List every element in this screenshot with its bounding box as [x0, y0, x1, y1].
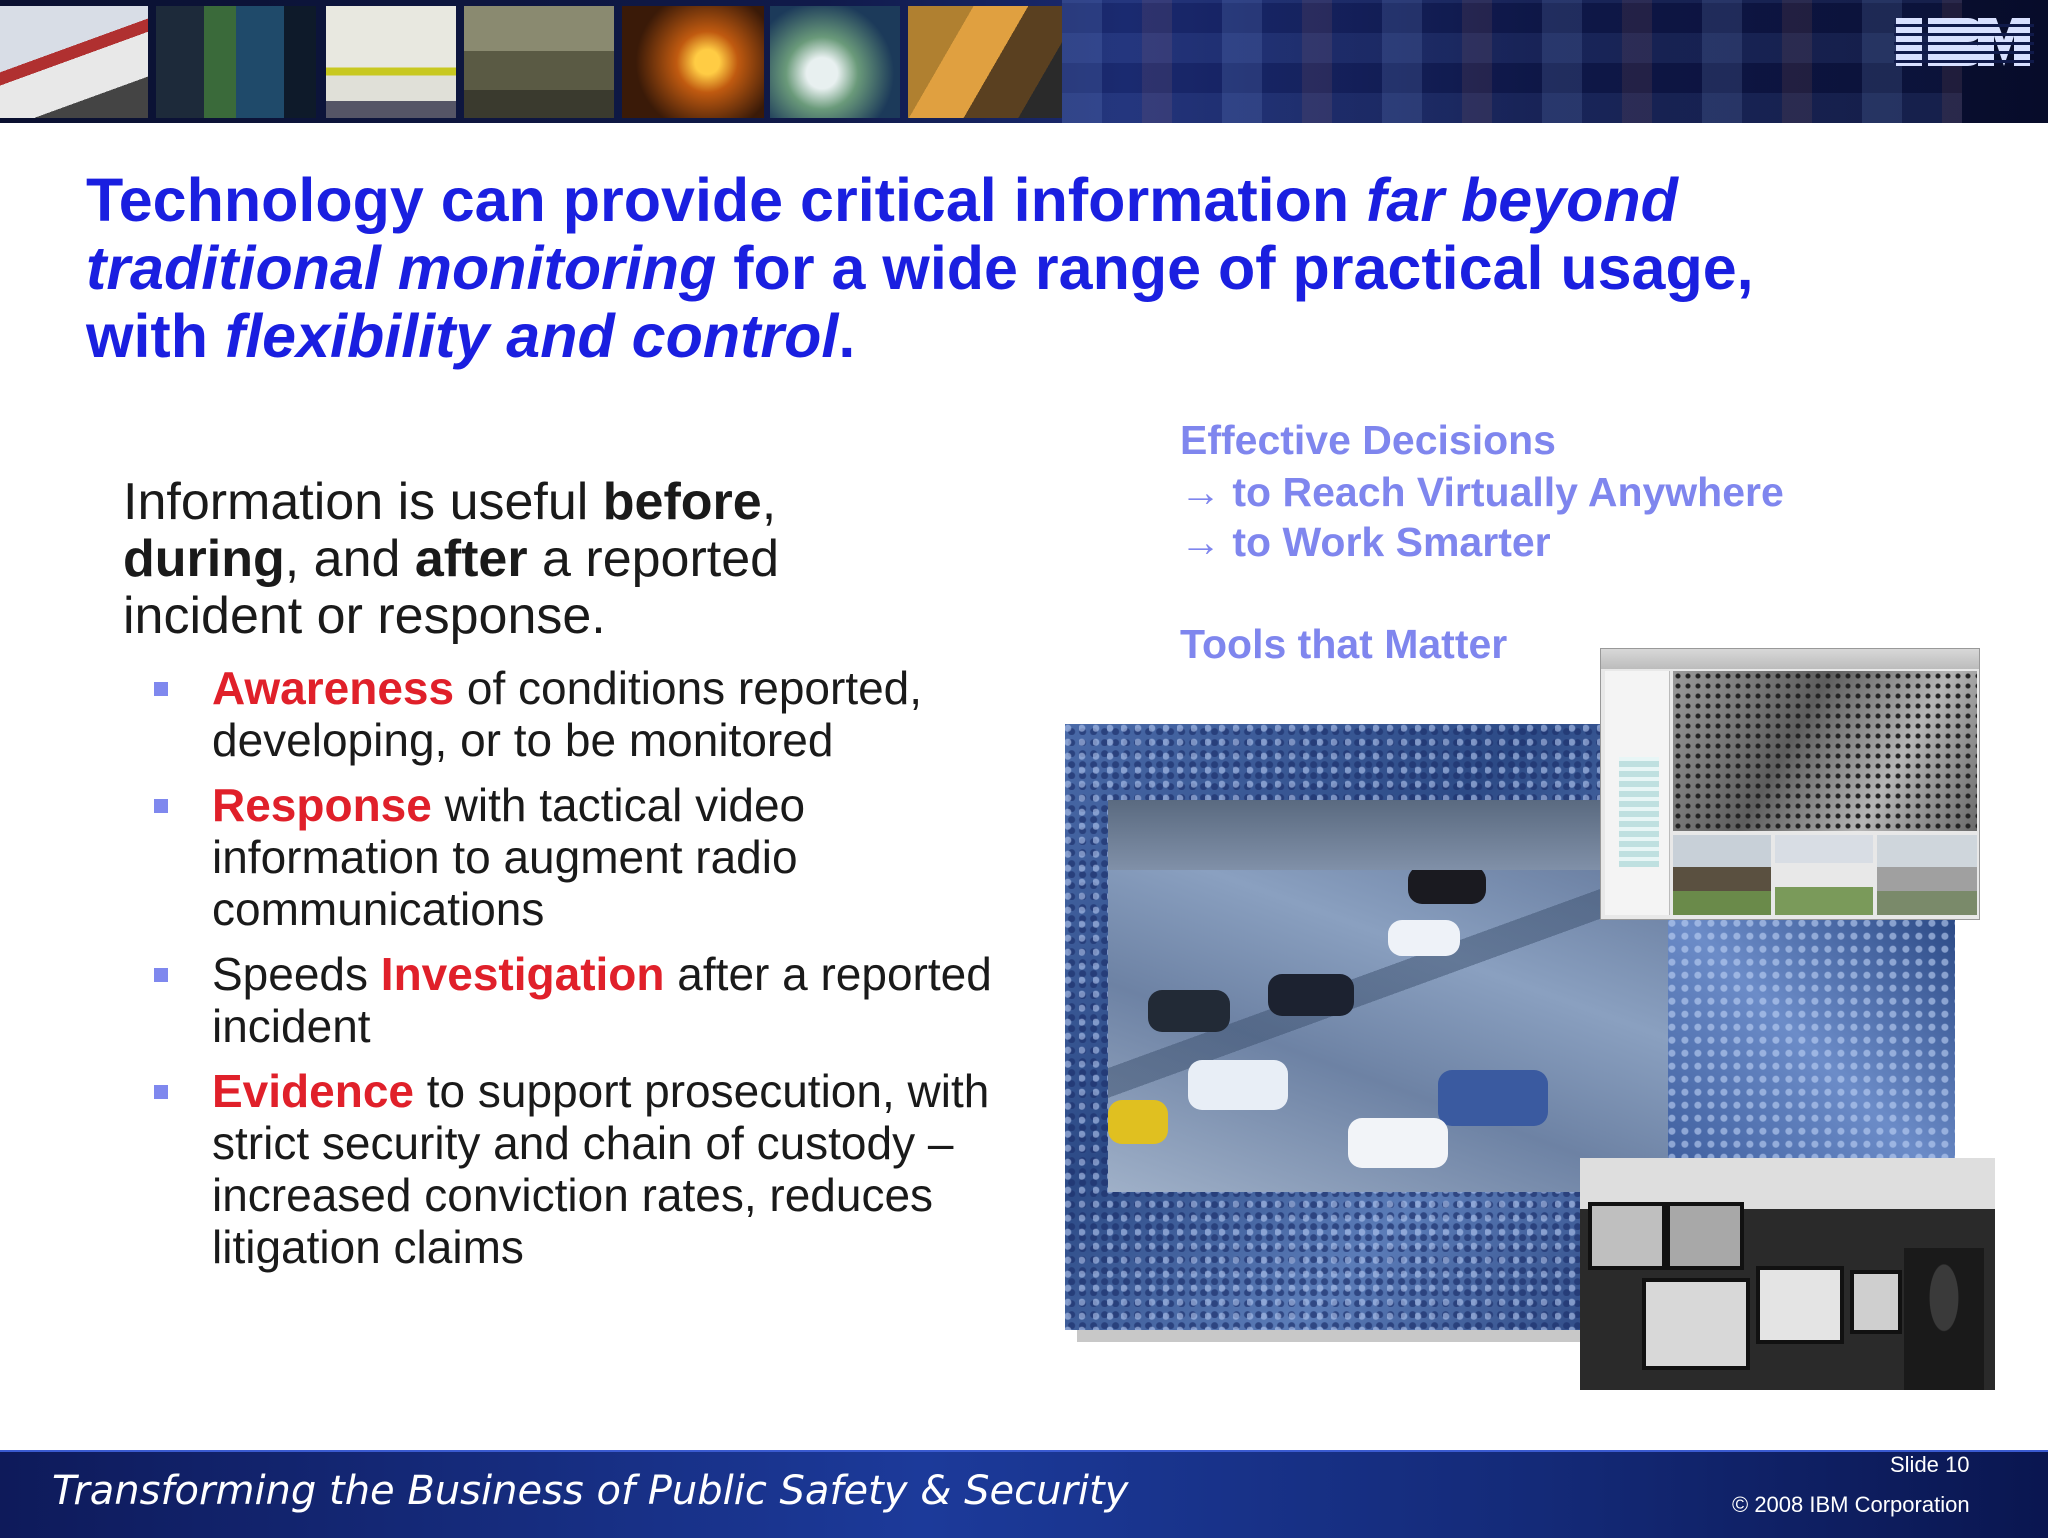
bullet-square-icon — [154, 682, 168, 696]
control-room-image — [1580, 1158, 1995, 1390]
slide-number: Slide 10 — [1890, 1452, 1970, 1477]
effective-decisions-heading: Effective Decisions — [1180, 417, 1556, 463]
software-toolbar — [1601, 649, 1979, 669]
bullet-keyword: Investigation — [380, 948, 665, 1000]
intro-text-1: Information is useful — [123, 473, 603, 531]
firefighters-photo — [908, 6, 1062, 118]
bullet-keyword: Response — [212, 779, 432, 831]
software-satellite-map — [1673, 671, 1977, 831]
tools-that-matter-heading: Tools that Matter — [1180, 621, 1508, 667]
title-part3: for a wide range of practical usage, with — [86, 234, 1754, 370]
monitor-icon — [1642, 1278, 1750, 1370]
monitor-icon — [1588, 1202, 1666, 1270]
software-screenshot — [1600, 648, 1980, 920]
bullet-post: to support prosecution, with strict security and chain of custody – increased conviction rates, reduces litigation claims — [212, 1065, 990, 1273]
title-part1: Technology can provide critical information — [86, 166, 1367, 234]
camera-thumbnail — [1775, 835, 1873, 915]
reach-anywhere-line: → to Reach Virtually Anywhere — [1180, 469, 1784, 515]
bullet-square-icon — [154, 968, 168, 982]
car-icon — [1188, 1060, 1288, 1110]
car-icon — [1388, 920, 1460, 956]
header-banner — [0, 0, 2048, 123]
monitor-icon — [1850, 1270, 1902, 1334]
title-period: . — [838, 302, 856, 370]
bullet-evidence — [212, 1065, 1012, 1273]
slide-title — [86, 166, 1786, 370]
software-list — [1619, 757, 1659, 867]
fire-photo — [622, 6, 764, 118]
dispatch-photo — [156, 6, 316, 118]
bullet-square-icon — [154, 799, 168, 813]
header-mosaic — [1062, 0, 1962, 123]
bullet-investigation — [212, 948, 1012, 1052]
intro-text-3: , and — [284, 530, 415, 588]
bullet-keyword: Evidence — [212, 1065, 414, 1117]
software-sidebar — [1605, 671, 1670, 915]
title-italic-far-beyond: far beyond traditional monitoring — [86, 166, 1678, 302]
camera-thumbnail — [1877, 835, 1977, 915]
work-smarter-line: → to Work Smarter — [1180, 519, 1551, 565]
ambulance-photo — [0, 6, 148, 118]
intro-text-4: a reported incident or response. — [123, 530, 780, 645]
copyright-notice: © 2008 IBM Corporation — [1732, 1492, 1970, 1517]
car-icon — [1148, 990, 1230, 1032]
title-italic-flexibility: flexibility and control — [224, 302, 839, 370]
bullet-post: with tactical video information to augment radio communications — [212, 779, 806, 935]
aerial-map-image-2 — [1655, 918, 1955, 1168]
car-icon — [1268, 974, 1354, 1016]
footer-tagline: Transforming the Business of Public Safety & Security — [52, 1468, 1129, 1514]
bullet-post: after a reported incident — [212, 948, 992, 1052]
bullet-post: of conditions reported, developing, or to be monitored — [212, 662, 923, 766]
building-facade — [1108, 800, 1668, 870]
intro-after: after — [414, 530, 528, 588]
monitor-icon — [1666, 1202, 1744, 1270]
bullet-keyword: Awareness — [212, 662, 455, 714]
operator-silhouette — [1904, 1248, 1984, 1390]
paramedic-van-photo — [326, 6, 456, 118]
camera-thumbnail — [1673, 835, 1771, 915]
car-icon — [1408, 866, 1486, 904]
bullet-response — [212, 779, 1012, 935]
intro-during: during — [123, 530, 285, 588]
bullet-awareness — [212, 662, 1012, 766]
intro-text-2: , — [761, 473, 777, 531]
soldiers-photo — [464, 6, 614, 118]
car-icon — [1348, 1118, 1448, 1168]
monitor-icon — [1756, 1266, 1844, 1344]
intro-before: before — [602, 473, 762, 531]
bullet-square-icon — [154, 1085, 168, 1099]
car-icon — [1438, 1070, 1548, 1126]
ibm-logo — [1894, 14, 2034, 70]
bullet-pre: Speeds — [212, 948, 381, 1000]
street-surveillance-image — [1108, 800, 1668, 1192]
intro-paragraph — [123, 474, 963, 645]
hurricane-photo — [770, 6, 900, 118]
taxi-icon — [1108, 1100, 1168, 1144]
